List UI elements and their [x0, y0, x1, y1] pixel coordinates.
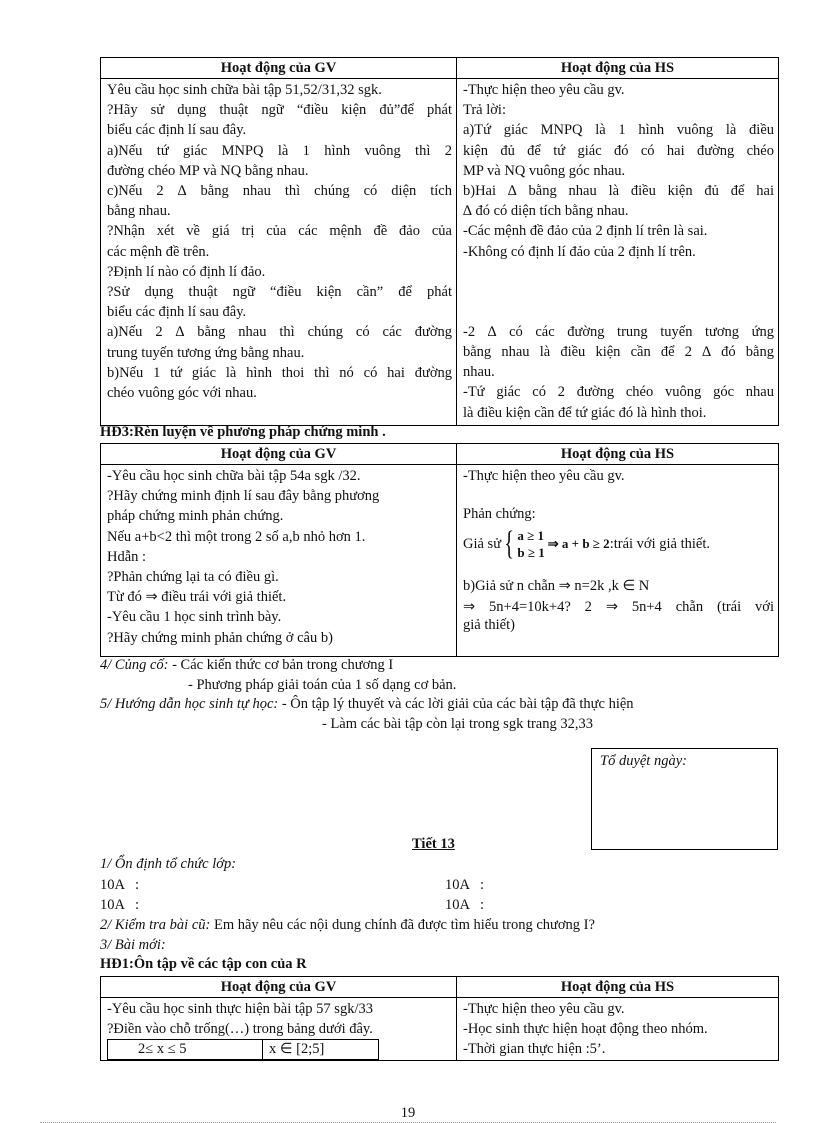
table2-gv-line: -Yêu cầu 1 học sinh trình bày. [107, 609, 282, 626]
table1-gv-line: ?Nhận xét về giá trị của các mệnh đề đảo của [107, 223, 452, 240]
table1-header-hs: Hoạt động của HS [457, 58, 779, 79]
huong-dan-item2: - Làm các bài tập còn lại trong sgk trang 32,33 [322, 716, 593, 732]
table1-hs-line: -2 ∆ có các đường trung tuyến tương ứng [463, 323, 774, 340]
table2-gv-cell [101, 465, 457, 657]
class-entry: 10A : [445, 897, 485, 913]
cung-co-item1: - Các kiến thức cơ bản trong chương I [168, 657, 394, 673]
table1-gv-line: a)Nếu 2 ∆ bằng nhau thì chúng có các đường [107, 324, 452, 341]
page-number: 19 [400, 1105, 416, 1121]
table3-gv-line: ?Điền vào chỗ trống(…) trong bảng dưới đây. [107, 1021, 373, 1038]
table2-hs-line: giả thiết) [463, 616, 515, 633]
proof-system [463, 524, 774, 564]
kiem-tra-line [100, 917, 595, 934]
table1-gv-line: ?Sử dụng thuật ngữ “điều kiện cần” để phát [107, 284, 452, 301]
table1-gv-line: biểu các định lí sau đây. [107, 122, 247, 139]
inequality-system [517, 527, 544, 561]
table2-gv-line: pháp chứng minh phản chứng. [107, 508, 284, 525]
cung-co-label: 4/ Củng cố: [100, 657, 169, 673]
table1-hs-line: -Tứ giác có 2 đường chéo vuông góc nhau [463, 384, 774, 401]
table1-hs-line: a)Tứ giác MNPQ là 1 hình vuông là điều [463, 122, 774, 139]
inequality-b: b ≥ 1 [517, 545, 545, 561]
table2-hs-line: ⇒ 5n+4=10k+4? 2 ⇒ 5n+4 chẵn (trái với [463, 598, 774, 615]
table1-hs-line: ∆ đó có diện tích bằng nhau. [463, 203, 629, 220]
table1-hs-line: b)Hai ∆ bằng nhau là điều kiện đủ để hai [463, 183, 774, 200]
table1-hs-line: nhau. [463, 364, 495, 381]
table3-hs-line: -Học sinh thực hiện hoạt động theo nhóm. [463, 1021, 708, 1038]
kiem-tra-label: 2/ Kiểm tra bài cũ: [100, 917, 211, 933]
inequality-a: a ≥ 1 [517, 528, 545, 544]
table1-hs-line: kiện đủ để tứ giác đó có hai đường chéo [463, 142, 774, 159]
interval-table-inequality: 2≤ x ≤ 5 [108, 1040, 263, 1060]
huong-dan-label: 5/ Hướng dẫn học sinh tự học: [100, 696, 279, 712]
table1-gv-line: b)Nếu 1 tứ giác là hình thoi thì nó có hai đường [107, 364, 452, 381]
table1-gv-line: ?Định lí nào có định lí đảo. [107, 263, 266, 280]
table1-gv-line: Yêu cầu học sinh chữa bài tập 51,52/31,32 sgk. [107, 82, 382, 98]
table1-header-gv: Hoạt động của GV [101, 58, 457, 79]
table1-hs-line: -Các mệnh đề đảo của 2 định lí trên là sai. [463, 223, 708, 240]
activity-table-1 [100, 57, 779, 426]
table1-gv-line: c)Nếu 2 ∆ bằng nhau thì chúng có diện tích [107, 183, 452, 200]
table2-gv-line: -Yêu cầu học sinh chữa bài tập 54a sgk /32. [107, 468, 361, 484]
table2-gv-line: ?Phản chứng lại ta có điều gì. [107, 569, 279, 586]
class-entry: 10A : [100, 877, 140, 893]
inequality-tail: :trái với giả thiết. [609, 535, 710, 552]
table2-hs-cell [457, 465, 779, 657]
table2-header-gv: Hoạt động của GV [101, 444, 457, 465]
table2-hs-line: -Thực hiện theo yêu cầu gv. [463, 468, 625, 484]
class-entry: 10A : [445, 877, 485, 893]
table1-gv-line: ?Hãy sử dụng thuật ngữ “điều kiện đủ”để phát [107, 102, 452, 119]
table1-hs-cell [457, 79, 779, 426]
table1-gv-line: đường chéo MP và NQ bằng nhau. [107, 162, 309, 179]
table1-hs-line: MP và NQ vuông góc nhau. [463, 162, 626, 179]
table1-gv-line: các mệnh đề trên. [107, 243, 210, 260]
huong-dan-item1: - Ôn tập lý thuyết và các lời giải của các bài tập đã thực hiện [278, 696, 634, 712]
table3-gv-cell [101, 998, 457, 1061]
table1-hs-line: -Thực hiện theo yêu cầu gv. [463, 82, 625, 98]
cung-co-item2: - Phương pháp giải toán của 1 số dạng cơ bản. [188, 677, 457, 693]
table1-hs-line: bằng nhau là điều kiện cần để 2 ∆ đó bằng [463, 344, 774, 361]
bai-moi-heading: 3/ Bài mới: [100, 937, 166, 953]
table1-hs-line: là điều kiện cần để tứ giác đó là hình thoi. [463, 404, 707, 421]
table1-hs-line: -Không có định lí đảo của 2 định lí trên. [463, 243, 696, 260]
cung-co-line [100, 657, 393, 674]
table2-hs-line: Phản chứng: [463, 506, 536, 523]
table1-gv-line: a)Nếu tứ giác MNPQ là 1 hình vuông thì 2 [107, 142, 452, 159]
inequality-result: ⇒ a + b ≥ 2 [547, 536, 610, 552]
interval-table [107, 1039, 379, 1060]
table1-gv-line: bằng nhau. [107, 203, 171, 220]
table3-header-gv: Hoạt động của GV [101, 977, 457, 998]
table3-gv-line: -Yêu cầu học sinh thực hiện bài tập 57 sgk/33 [107, 1001, 373, 1017]
table1-gv-line: chéo vuông góc với nhau. [107, 385, 257, 402]
table1-gv-cell [101, 79, 457, 426]
activity-table-3 [100, 976, 779, 1061]
review-box [591, 748, 778, 850]
hd1-title: HĐ1:Ôn tập về các tập con của R [100, 956, 307, 972]
table2-gv-line: Nếu a+b<2 thì một trong 2 số a,b nhỏ hơn 1. [107, 528, 366, 545]
hd3-title: HĐ3:Rèn luyện về phương pháp chứng minh . [100, 424, 386, 440]
table2-header-hs: Hoạt động của HS [457, 444, 779, 465]
review-box-label: Tổ duyệt ngày: [600, 753, 687, 769]
gia-su-label: Giả sử [463, 535, 502, 552]
table3-hs-line: -Thời gian thực hiện :5’. [463, 1041, 606, 1058]
lesson-title: Tiết 13 [412, 836, 455, 852]
activity-table-2 [100, 443, 779, 657]
table3-hs-line: -Thực hiện theo yêu cầu gv. [463, 1001, 625, 1017]
table1-hs-line: Trả lời: [463, 102, 506, 119]
table2-hs-line: b)Giả sử n chẵn ⇒ n=2k ,k ∈ N [463, 578, 650, 595]
table2-gv-line: ?Hãy chứng minh định lí sau đây bằng phương [107, 488, 380, 505]
on-dinh-heading: 1/ Ổn định tổ chức lớp: [100, 856, 237, 872]
interval-table-interval: x ∈ [2;5] [263, 1040, 379, 1060]
huong-dan-line [100, 696, 634, 713]
kiem-tra-text: Em hãy nêu các nội dung chính đã được tìm hiểu trong chương I? [210, 917, 595, 933]
table3-header-hs: Hoạt động của HS [457, 977, 779, 998]
table2-gv-line: Hdẫn : [107, 548, 147, 565]
table3-hs-cell [457, 998, 779, 1061]
table1-gv-line: trung tuyến tương ứng bằng nhau. [107, 344, 305, 361]
table1-gv-line: biểu các định lí sau đây. [107, 304, 247, 321]
class-entry: 10A : [100, 897, 140, 913]
table2-gv-line: Từ đó ⇒ điều trái với giả thiết. [107, 589, 287, 606]
left-brace-icon: { [504, 525, 515, 563]
table2-gv-line: ?Hãy chứng minh phản chứng ở câu b) [107, 629, 333, 646]
